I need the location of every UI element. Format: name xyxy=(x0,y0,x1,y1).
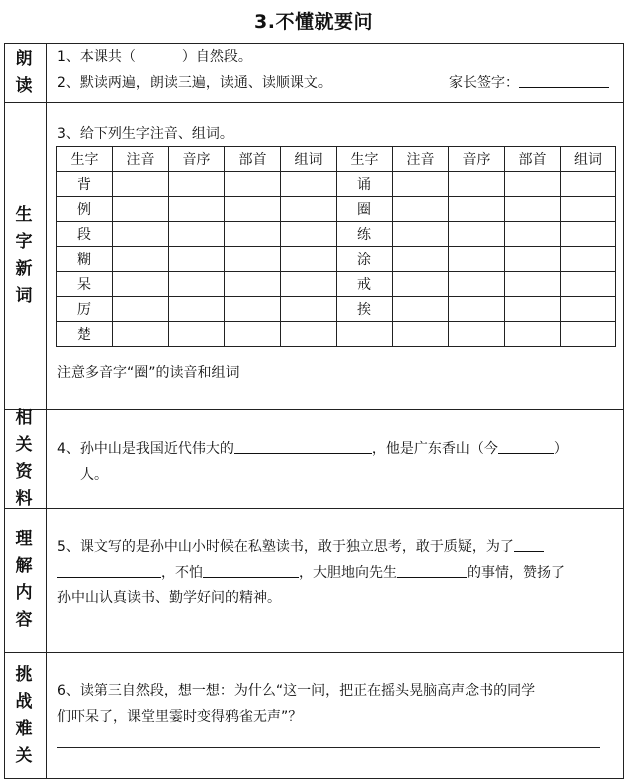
question-2: 2、默读两遍，朗读三遍，读通、读顺课文。 xyxy=(57,75,332,91)
section-label-new-characters: 生 字 新 词 xyxy=(15,204,33,306)
answer-cell[interactable] xyxy=(169,247,225,272)
question-6-line-2: 们吓呆了，课堂里霎时变得鸦雀无声”？ xyxy=(57,709,303,725)
answer-line[interactable] xyxy=(57,747,600,748)
question-3: 3、给下列生字注音、组词。 xyxy=(57,126,234,142)
answer-cell[interactable] xyxy=(393,297,449,322)
column-header: 生字 xyxy=(337,147,393,172)
column-header: 音序 xyxy=(169,147,225,172)
polyphone-note: 注意多音字“圈”的读音和组词 xyxy=(57,365,240,381)
answer-cell[interactable] xyxy=(449,272,505,297)
character-cell: 段 xyxy=(57,222,113,247)
answer-cell[interactable] xyxy=(225,297,281,322)
column-header: 音序 xyxy=(449,147,505,172)
character-cell: 厉 xyxy=(57,297,113,322)
answer-cell[interactable] xyxy=(505,197,561,222)
question-6: 6、读第三自然段，想一想：为什么“这一问，把正在摇头晃脑高声念书的同学 xyxy=(57,683,536,699)
answer-cell[interactable] xyxy=(225,172,281,197)
question-4: 4、孙中山是我国近代伟大的 ，他是广东香山（今 ） xyxy=(57,441,568,457)
answer-cell[interactable] xyxy=(505,297,561,322)
page-title: 3.不懂就要问 xyxy=(254,11,373,33)
label-column-divider xyxy=(46,43,47,779)
answer-cell[interactable] xyxy=(449,197,505,222)
table-row xyxy=(57,322,616,347)
answer-cell[interactable] xyxy=(561,172,616,197)
purpose-blank[interactable] xyxy=(514,537,544,552)
answer-cell[interactable] xyxy=(393,247,449,272)
answer-cell[interactable] xyxy=(225,222,281,247)
character-cell: 戒 xyxy=(337,272,393,297)
answer-cell[interactable] xyxy=(561,197,616,222)
answer-cell[interactable] xyxy=(169,322,225,347)
table-row xyxy=(57,247,616,272)
column-header: 注音 xyxy=(393,147,449,172)
answer-cell[interactable] xyxy=(113,322,169,347)
answer-cell[interactable] xyxy=(505,222,561,247)
table-row xyxy=(57,197,616,222)
column-header: 部首 xyxy=(505,147,561,172)
answer-cell[interactable] xyxy=(113,272,169,297)
fear-blank[interactable] xyxy=(203,563,299,578)
section-label-challenge: 挑 战 难 关 xyxy=(15,664,33,766)
column-header: 生字 xyxy=(57,147,113,172)
answer-cell[interactable] xyxy=(113,222,169,247)
answer-cell[interactable] xyxy=(225,197,281,222)
character-cell: 圈 xyxy=(337,197,393,222)
answer-cell[interactable] xyxy=(449,297,505,322)
section-label-reading: 朗 读 xyxy=(15,48,33,96)
section-divider xyxy=(4,652,624,653)
section-divider xyxy=(4,409,624,410)
answer-cell[interactable] xyxy=(169,272,225,297)
answer-cell[interactable] xyxy=(225,272,281,297)
signature-blank[interactable] xyxy=(519,73,609,88)
answer-cell[interactable] xyxy=(281,197,337,222)
answer-cell[interactable] xyxy=(449,172,505,197)
column-header: 部首 xyxy=(225,147,281,172)
answer-cell[interactable] xyxy=(281,272,337,297)
question-5: 5、课文写的是孙中山小时候在私塾读书，敢于独立思考，敢于质疑，为了 xyxy=(57,536,544,556)
character-cell: 楚 xyxy=(57,322,113,347)
answer-cell[interactable] xyxy=(561,297,616,322)
answer-cell[interactable] xyxy=(449,322,505,347)
character-cell: 糊 xyxy=(57,247,113,272)
question-4-line-2: 人。 xyxy=(80,467,108,483)
answer-cell[interactable] xyxy=(561,272,616,297)
answer-cell[interactable] xyxy=(281,222,337,247)
section-divider xyxy=(4,102,624,103)
section-label-related-info: 相 关 资 料 xyxy=(15,407,33,509)
column-header: 组词 xyxy=(281,147,337,172)
answer-cell[interactable] xyxy=(281,322,337,347)
answer-cell[interactable] xyxy=(113,172,169,197)
character-cell: 涂 xyxy=(337,247,393,272)
answer-cell[interactable] xyxy=(281,172,337,197)
parent-signature: 家长签字： xyxy=(449,72,609,92)
character-table xyxy=(56,146,616,347)
answer-cell[interactable] xyxy=(225,322,281,347)
answer-cell[interactable] xyxy=(225,247,281,272)
character-cell: 背 xyxy=(57,172,113,197)
hometown-blank[interactable] xyxy=(498,439,554,454)
answer-cell[interactable] xyxy=(393,272,449,297)
column-header: 组词 xyxy=(561,147,616,172)
answer-cell[interactable] xyxy=(169,297,225,322)
answer-cell[interactable] xyxy=(393,197,449,222)
character-cell xyxy=(337,322,393,347)
character-cell: 例 xyxy=(57,197,113,222)
table-row xyxy=(57,222,616,247)
answer-cell[interactable] xyxy=(113,197,169,222)
question-1: 1、本课共（ ）自然段。 xyxy=(57,49,252,65)
title-blank[interactable] xyxy=(234,439,372,454)
answer-cell[interactable] xyxy=(169,222,225,247)
purpose-blank-continued[interactable] xyxy=(57,563,161,578)
answer-cell[interactable] xyxy=(393,322,449,347)
answer-cell[interactable] xyxy=(449,222,505,247)
answer-cell[interactable] xyxy=(113,247,169,272)
answer-cell[interactable] xyxy=(505,172,561,197)
answer-cell[interactable] xyxy=(505,247,561,272)
answer-cell[interactable] xyxy=(561,322,616,347)
question-5-line-3: 孙中山认真读书、勤学好问的精神。 xyxy=(57,590,281,606)
table-header-row xyxy=(57,147,616,172)
answer-cell[interactable] xyxy=(393,172,449,197)
character-cell: 练 xyxy=(337,222,393,247)
answer-cell[interactable] xyxy=(561,247,616,272)
character-cell: 挨 xyxy=(337,297,393,322)
section-label-understanding: 理 解 内 容 xyxy=(15,529,33,630)
answer-cell[interactable] xyxy=(113,297,169,322)
answer-cell[interactable] xyxy=(505,322,561,347)
table-row xyxy=(57,172,616,197)
answer-cell[interactable] xyxy=(561,222,616,247)
column-header: 注音 xyxy=(113,147,169,172)
answer-cell[interactable] xyxy=(169,197,225,222)
answer-cell[interactable] xyxy=(449,247,505,272)
character-cell: 呆 xyxy=(57,272,113,297)
answer-cell[interactable] xyxy=(281,247,337,272)
question-5-line-2: ，不怕 ，大胆地向先生 的事情，赞扬了 xyxy=(57,562,565,582)
section-divider xyxy=(4,508,624,509)
answer-cell[interactable] xyxy=(281,297,337,322)
answer-cell[interactable] xyxy=(169,172,225,197)
answer-cell[interactable] xyxy=(393,222,449,247)
character-cell: 诵 xyxy=(337,172,393,197)
table-row xyxy=(57,297,616,322)
table-row xyxy=(57,272,616,297)
answer-cell[interactable] xyxy=(505,272,561,297)
action-blank[interactable] xyxy=(397,563,467,578)
